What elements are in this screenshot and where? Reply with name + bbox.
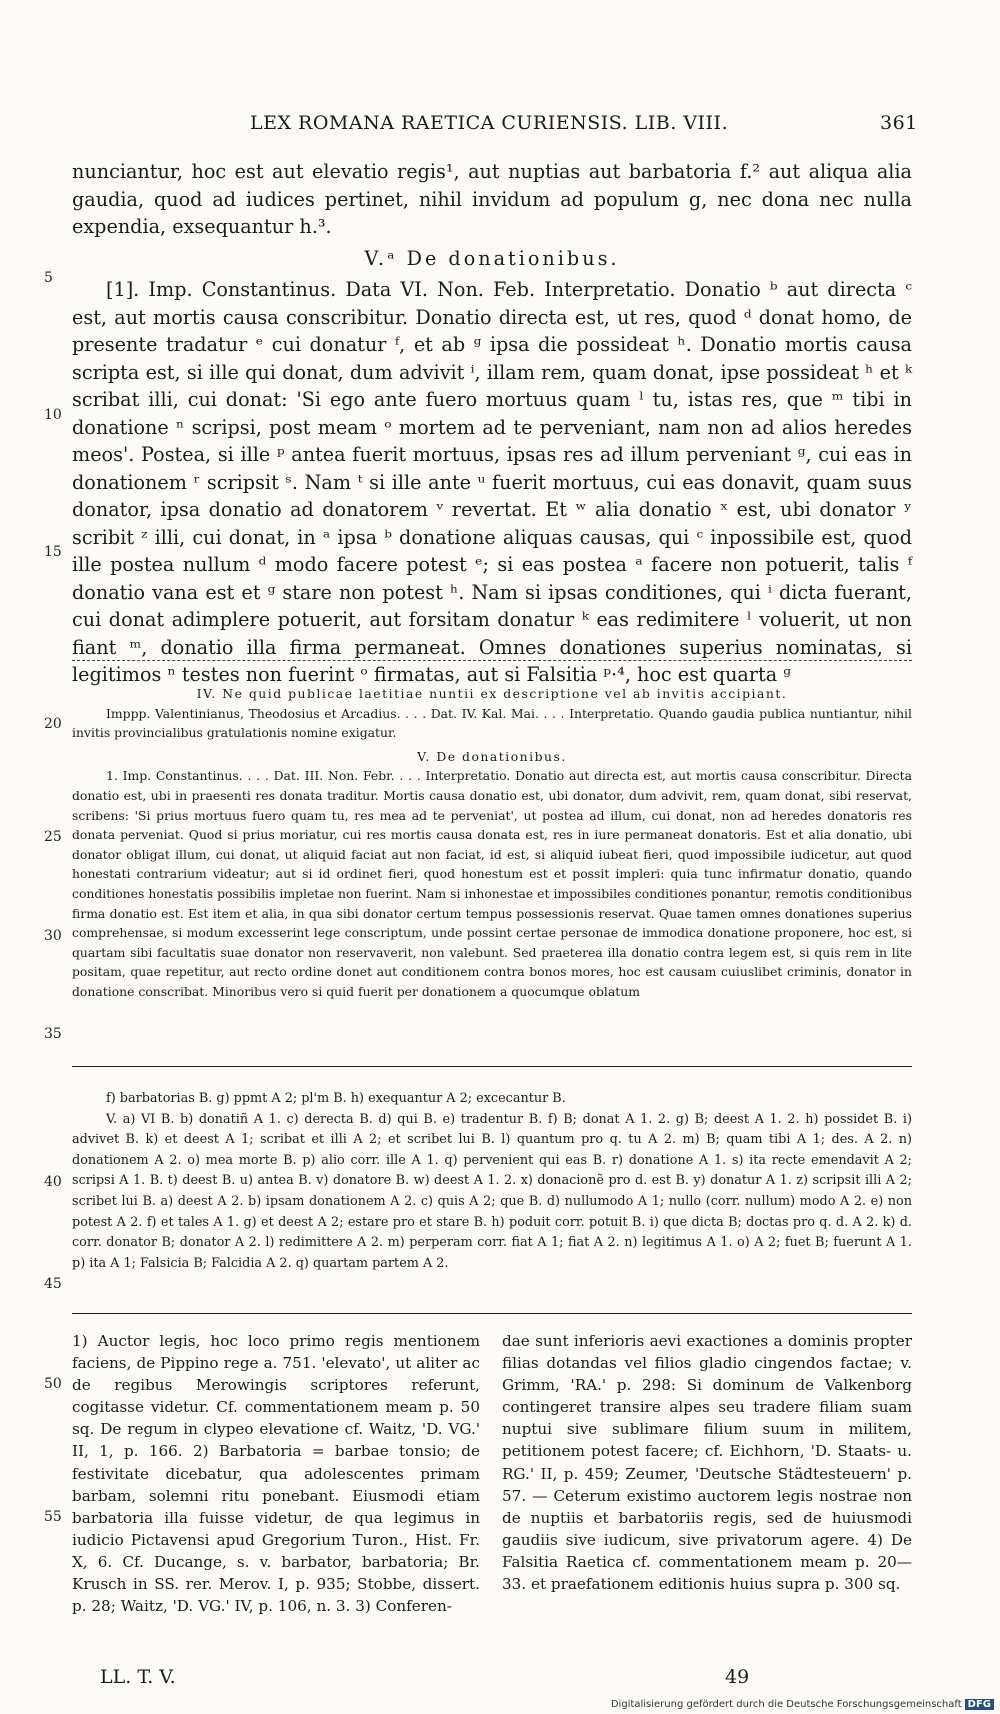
- separator-dashed: [72, 660, 912, 661]
- page-number: 361: [880, 112, 918, 134]
- line-number: 5: [44, 270, 53, 286]
- main-paragraph-continuation: nunciantur, hoc est aut elevatio regis¹, aut nuptias aut barbatoria f.² aut aliqua alia gaudia, quod ad iudices pertinet, nihil invidum ad populum g, nec dona nec nulla expendia, exsequantur h.³.: [72, 160, 912, 238]
- line-number: 45: [44, 1276, 62, 1292]
- line-number: 55: [44, 1509, 62, 1525]
- source-heading-v: V. De donationibus.: [417, 748, 567, 764]
- line-number: 40: [44, 1174, 62, 1190]
- sheet-number: 49: [725, 1666, 750, 1688]
- digitization-credit: [611, 1699, 994, 1710]
- line-number: 35: [44, 1026, 62, 1042]
- critical-apparatus: [72, 1089, 912, 1274]
- separator-rule: [72, 1066, 912, 1067]
- footnote-text: 1) Auctor legis, hoc loco primo regis mentionem faciens, de Pippino rege a. 751. 'elevato', ut aliter ac de regibus Merowingis scriptores referunt, cogitasse videtur. Cf. commentationem meam p. 50 sq. De regum in clypeo elevatione cf. Waitz, 'D. VG.' II, 1, p. 166. 2) Barbatoria = barbae tonsio; de festivitate dicebatur, qua adolescentes primam barbam, solemni ritu ponebant. Eiusmodi etiam barbatoria illa fuisse videtur, de qua legimus in iudicio Pictavensi apud Gregorium Turon., Hist. Fr. X, 6. Cf. Ducange, s. v. barbator, barbatoria; Br. Krusch in SS. rer. Merov. I, p. 935; Stobbe, dissert. p. 28; Waitz, 'D. VG.' IV, p. 106, n. 3. 3) Conferen-: [72, 1332, 480, 1616]
- digitization-text: Digitalisierung gefördert durch die Deutsche Forschungsgemeinschaft: [610, 1699, 962, 1710]
- line-number: 15: [44, 544, 62, 560]
- footnote-rule: [72, 1313, 912, 1314]
- source-paragraph-v: 1. Imp. Constantinus. . . . Dat. III. Non. Febr. . . . Interpretatio. Donatio aut directa est, aut mortis causa conscribitur. Directa donatio est, ubi in praesenti res donata traditur. Mortis causa donatio est, ubi donator, dum advivit, rem, quam donat, sibi reservat, scribens: 'Si prius mortuus fuero quam tu, res mea ad te perveniat', ut postea ad illum, cui donat, non ad heredes donatoris res donata perveniat. Quod si prius moriatur, cui res mortis causa donata est, res in iure permaneat donatoris. Est et alia donatio, ubi donator obligat illum, cui donat, ut aliquid faciat aut non faciat, id est, si aliquid iubeat fieri, quod impossibile iudicetur, aut quod honestati contrarium videatur; aut si id ordinet fieri, quod honestum est et possit impleri: quia tunc infirmatur donatio, quando conditiones honestatis possibilis impletae non fuerint. Nam si inhonestae et impossibiles conditiones ponantur, remotis conditionibus firma donatio est. Est item et alia, in qua sibi donator certum tempus possessionis reservat. Quae tamen omnes donationes superius comprehensae, si modum excesserint lege conscriptum, unde possint certae personae de immodica donatione proponere, hoc est, si quartam sibi facultatis suae donator non reservaverit, non valebunt. Sed praeterea illa donatio contra legem est, si quis rem in lite positam, quae repetitur, aut recto ordine donet aut conditionem contra bonos mores, hoc est causam cuiuslibet criminis, donator in donatione conscribat. Minoribus vero si quid fuerit per donationem a quocumque oblatum: [72, 768, 912, 999]
- footnote-column-left: [72, 1330, 480, 1617]
- dfg-logo: DFG: [965, 1699, 994, 1710]
- line-number: 10: [44, 407, 62, 423]
- main-text: [72, 158, 912, 689]
- line-number: 50: [44, 1376, 62, 1392]
- line-number: 30: [44, 928, 62, 944]
- main-paragraph-donationibus: [1]. Imp. Constantinus. Data VI. Non. Feb. Interpretatio. Donatio ᵇ aut directa ᶜ est, aut mortis causa conscribitur. Donatio directa est, ut res, quod ᵈ donat homo, de presente tradatur ᵉ cui donatur ᶠ, et ab ᵍ ipsa die possideat ʰ. Donatio mortis causa scripta est, si ille qui donat, dum advivit ⁱ, illam rem, quam donat, ipse possideat ʰ et ᵏ scribat illi, cui donat: 'Si ego ante fuero mortuus quam ˡ tu, istas res, que ᵐ tibi in donatione ⁿ scripsi, post meam ᵒ mortem ad te perveniant, nam non ad alios heredes meos'. Postea, si ille ᵖ antea fuerit mortuus, ipsas res ad illum perveniant ᵍ, cui eas in donationem ʳ scripsit ˢ. Nam ᵗ si ille ante ᵘ fuerit mortuus, cui eas donavit, quam suus donator, ipsa donatio ad donatorem ᵛ revertat. Et ʷ alia donatio ˣ est, ubi donator ʸ scribit ᶻ illi, cui donat, in ᵃ ipsa ᵇ donatione aliquas causas, qui ᶜ inpossibile est, quod ille postea nullum ᵈ modo facere potest ᵉ; si eas postea ᵃ facere non potuerit, talis ᶠ donatio vana est et ᵍ stare non potest ʰ. Nam si ipsas conditiones, qui ⁱ dicta fuerant, cui donat adimplere potuerit, aut forsitam donatur ᵏ eas redimitere ˡ voluerit, ut non fiant ᵐ, donatio illa firma permaneat. Omnes donationes superius nominatas, si legitimos ⁿ testes non fuerint ᵒ firmatas, aut si Falsitia ᵖ·⁴, hoc est quarta ᵍ: [72, 278, 912, 686]
- line-number: 25: [44, 829, 62, 845]
- apparatus-line: f) barbatorias B. g) ppmt A 2; pl'm B. h) exequantur A 2; excecantur B.: [106, 1091, 566, 1106]
- running-title: LEX ROMANA RAETICA CURIENSIS. LIB. VIII.: [250, 112, 729, 134]
- source-text: [72, 684, 912, 1002]
- running-header: [0, 112, 1000, 142]
- footnote-text: dae sunt inferioris aevi exactiones a dominis propter filias dotandas vel filios gladio cingendos factae; v. Grimm, 'RA.' p. 298: Si dominum de Valkenborg contingeret transire alpes seu tradere filiam suam nuptui sive sublimare filium suum in militem, petitionem potest facere; cf. Eichhorn, 'D. Staats- u. RG.' II, p. 459; Zeumer, 'Deutsche Städtesteuern' p. 57. — Ceterum existimo auctorem legis nostrae non de nuptiis et barbatoriis regis, sed de huiusmodi gaudiis sive iudicum, sive privatorum agere. 4) De Falsitia Raetica cf. commentationem meam p. 20—33. et praefationem editionis huius supra p. 300 sq.: [502, 1332, 912, 1594]
- line-number: 20: [44, 716, 62, 732]
- apparatus-line: V. a) VI B. b) donatiñ A 1. c) derecta B. d) qui B. e) tradentur B. f) B; donat A 1. 2. g) B; deest A 1. 2. h) possidet B. i) advivet B. k) et deest A 1; scribat et illi A 2; et scribet lui B. l) quantum pro q. tu A 2. m) B; quam tibi A 1; des. A 2. n) donationem A 2. o) mea morte B. p) alio corr. ille A 1. q) pervenient qui eas B. r) donatione A 1. s) ita recte emendavit A 2; scripsi A 1. B. t) deest B. u) antea B. v) donatore B. w) deest A 1. 2. x) donacionẽ pro d. est B. y) donatur A 1. z) scripsit illi A 2; scribet lui B. a) deest A 2. b) ipsam donationem A 2. c) quis A 2; que B. d) nullumodo A 1; nullo (corr. nullum) modo A 2. e) non potest A 2. f) et tales A 1. g) et deest A 2; estare pro et stare B. h) poduit corr. potuit B. i) que dicta B; doctas pro q. d. A 2. k) d. corr. donator B; donator A 2. l) redimittere A 2. m) perperam corr. fiat A 1; fiat A 2. n) legitimus A 1. o) A 2; fuet B; fuerunt A 1. p) ita A 1; Falsicia B; Falcidia A 2. q) quartam partem A 2.: [72, 1111, 912, 1271]
- source-heading-iv: IV. Ne quid publicae laetitiae nuntii ex descriptione vel ab invitis accipiant.: [196, 686, 788, 701]
- signature-mark: LL. T. V.: [100, 1666, 176, 1688]
- footnote-column-right: [502, 1330, 912, 1595]
- source-paragraph-iv: Imppp. Valentinianus, Theodosius et Arcadius. . . . Dat. IV. Kal. Mai. . . . Interpretatio. Quando gaudia publica nuntiantur, nihil invitis provincialibus gratulationis nomine exigatur.: [72, 705, 912, 741]
- section-heading: V.ᵃ De donationibus.: [364, 246, 620, 270]
